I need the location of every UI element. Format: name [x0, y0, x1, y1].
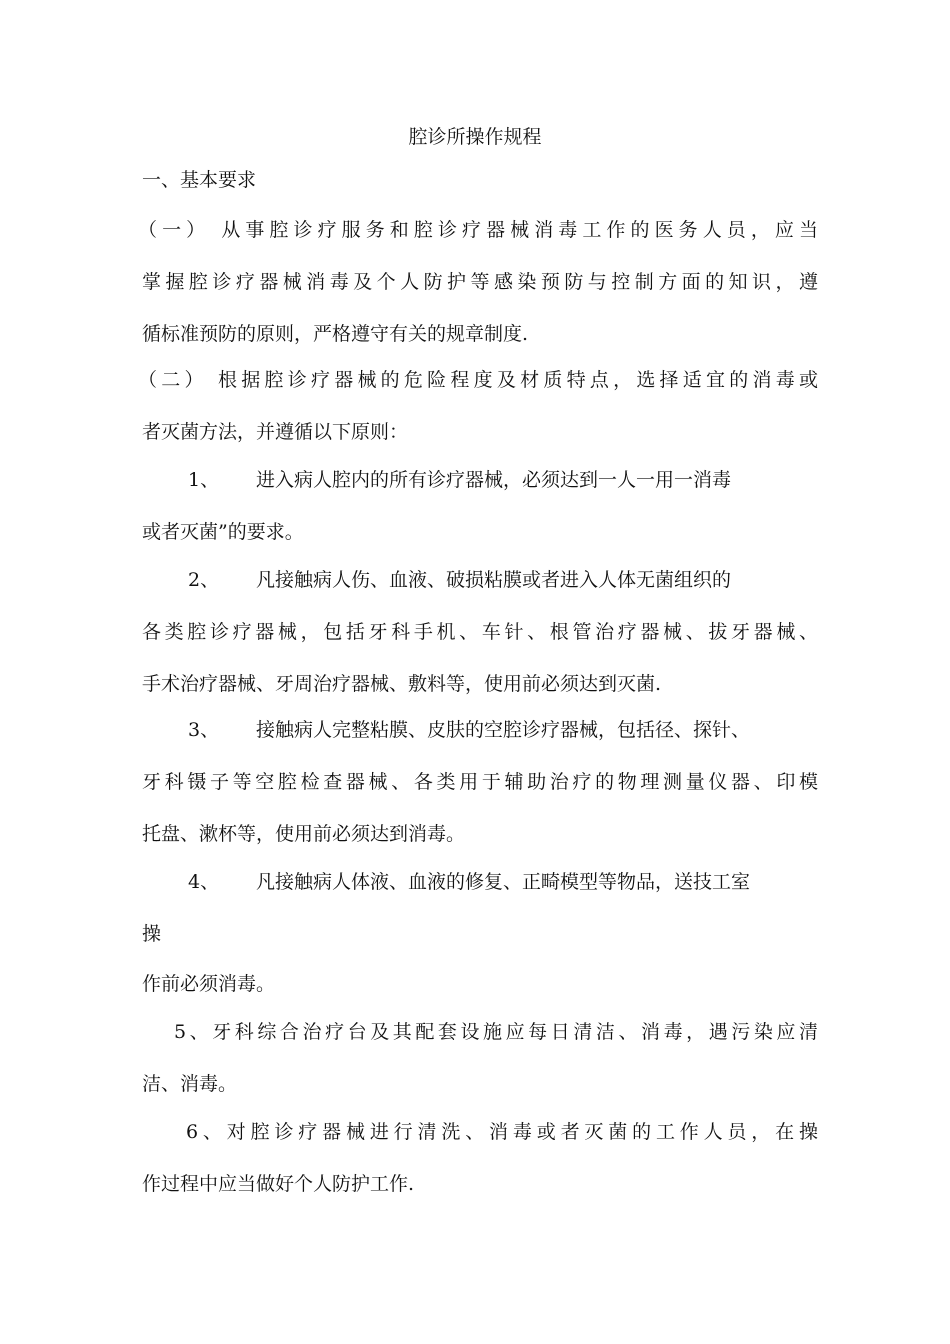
document-title: 腔诊所操作规程: [408, 126, 542, 148]
list-item-number: 3、: [188, 719, 220, 741]
section-heading-basic-requirements: 一、基本要求: [142, 169, 257, 191]
list-item-number: 2、: [188, 569, 220, 591]
list-item-text: 凡接触病人伤、血液、破损粘膜或者进入人体无菌组织的: [256, 569, 732, 591]
paragraph-2: （二） 根据腔诊疗器械的危险程度及材质特点，选择适宜的消毒或 者灭菌方法，并遵循以下原则：: [138, 369, 818, 443]
paragraph-6: 6、对腔诊疗器械进行清洗、消毒或者灭菌的工作人员，在操 作过程中应当做好个人防护工作.: [142, 1121, 818, 1195]
list-item-number: 4、: [188, 871, 220, 893]
list-item-4: 4、 凡接触病人体液、血液的修复、正畸模型等物品，送技工室 操 作前必须消毒。: [142, 856, 818, 1010]
paragraph-1: （一） 从事腔诊疗服务和腔诊疗器械消毒工作的医务人员，应当 掌握腔诊疗器械消毒及个人防护等感染预防与控制方面的知识，遵 循标准预防的原则，严格遵守有关的规章制度.: [138, 219, 818, 345]
list-item-3: 3、 接触病人完整粘膜、皮肤的空腔诊疗器械，包括径、探针、 牙科镊子等空腔检查器械、各类用于辅助治疗的物理测量仪器、印模 托盘、漱杯等，使用前必须达到消毒。: [142, 704, 818, 860]
list-item-text: 接触病人完整粘膜、皮肤的空腔诊疗器械，包括径、探针、: [256, 719, 751, 741]
list-item-text: 进入病人腔内的所有诊疗器械，必须达到一人一用一消毒: [256, 469, 732, 491]
list-item-1: 1、 进入病人腔内的所有诊疗器械，必须达到一人一用一消毒 或者灭菌”的要求。: [142, 454, 818, 558]
list-item-2: 2、 凡接触病人伤、血液、破损粘膜或者进入人体无菌组织的 各类腔诊疗器械，包括牙科手机、车针、根管治疗器械、拔牙器械、 手术治疗器械、牙周治疗器械、敷料等，使用前必须达到灭菌.: [142, 554, 818, 710]
list-item-text: 凡接触病人体液、血液的修复、正畸模型等物品，送技工室: [256, 871, 751, 893]
list-item-number: 1、: [188, 469, 220, 491]
paragraph-5: 5、牙科综合治疗台及其配套设施应每日清洁、消毒，遇污染应清 洁、消毒。: [142, 1021, 818, 1095]
